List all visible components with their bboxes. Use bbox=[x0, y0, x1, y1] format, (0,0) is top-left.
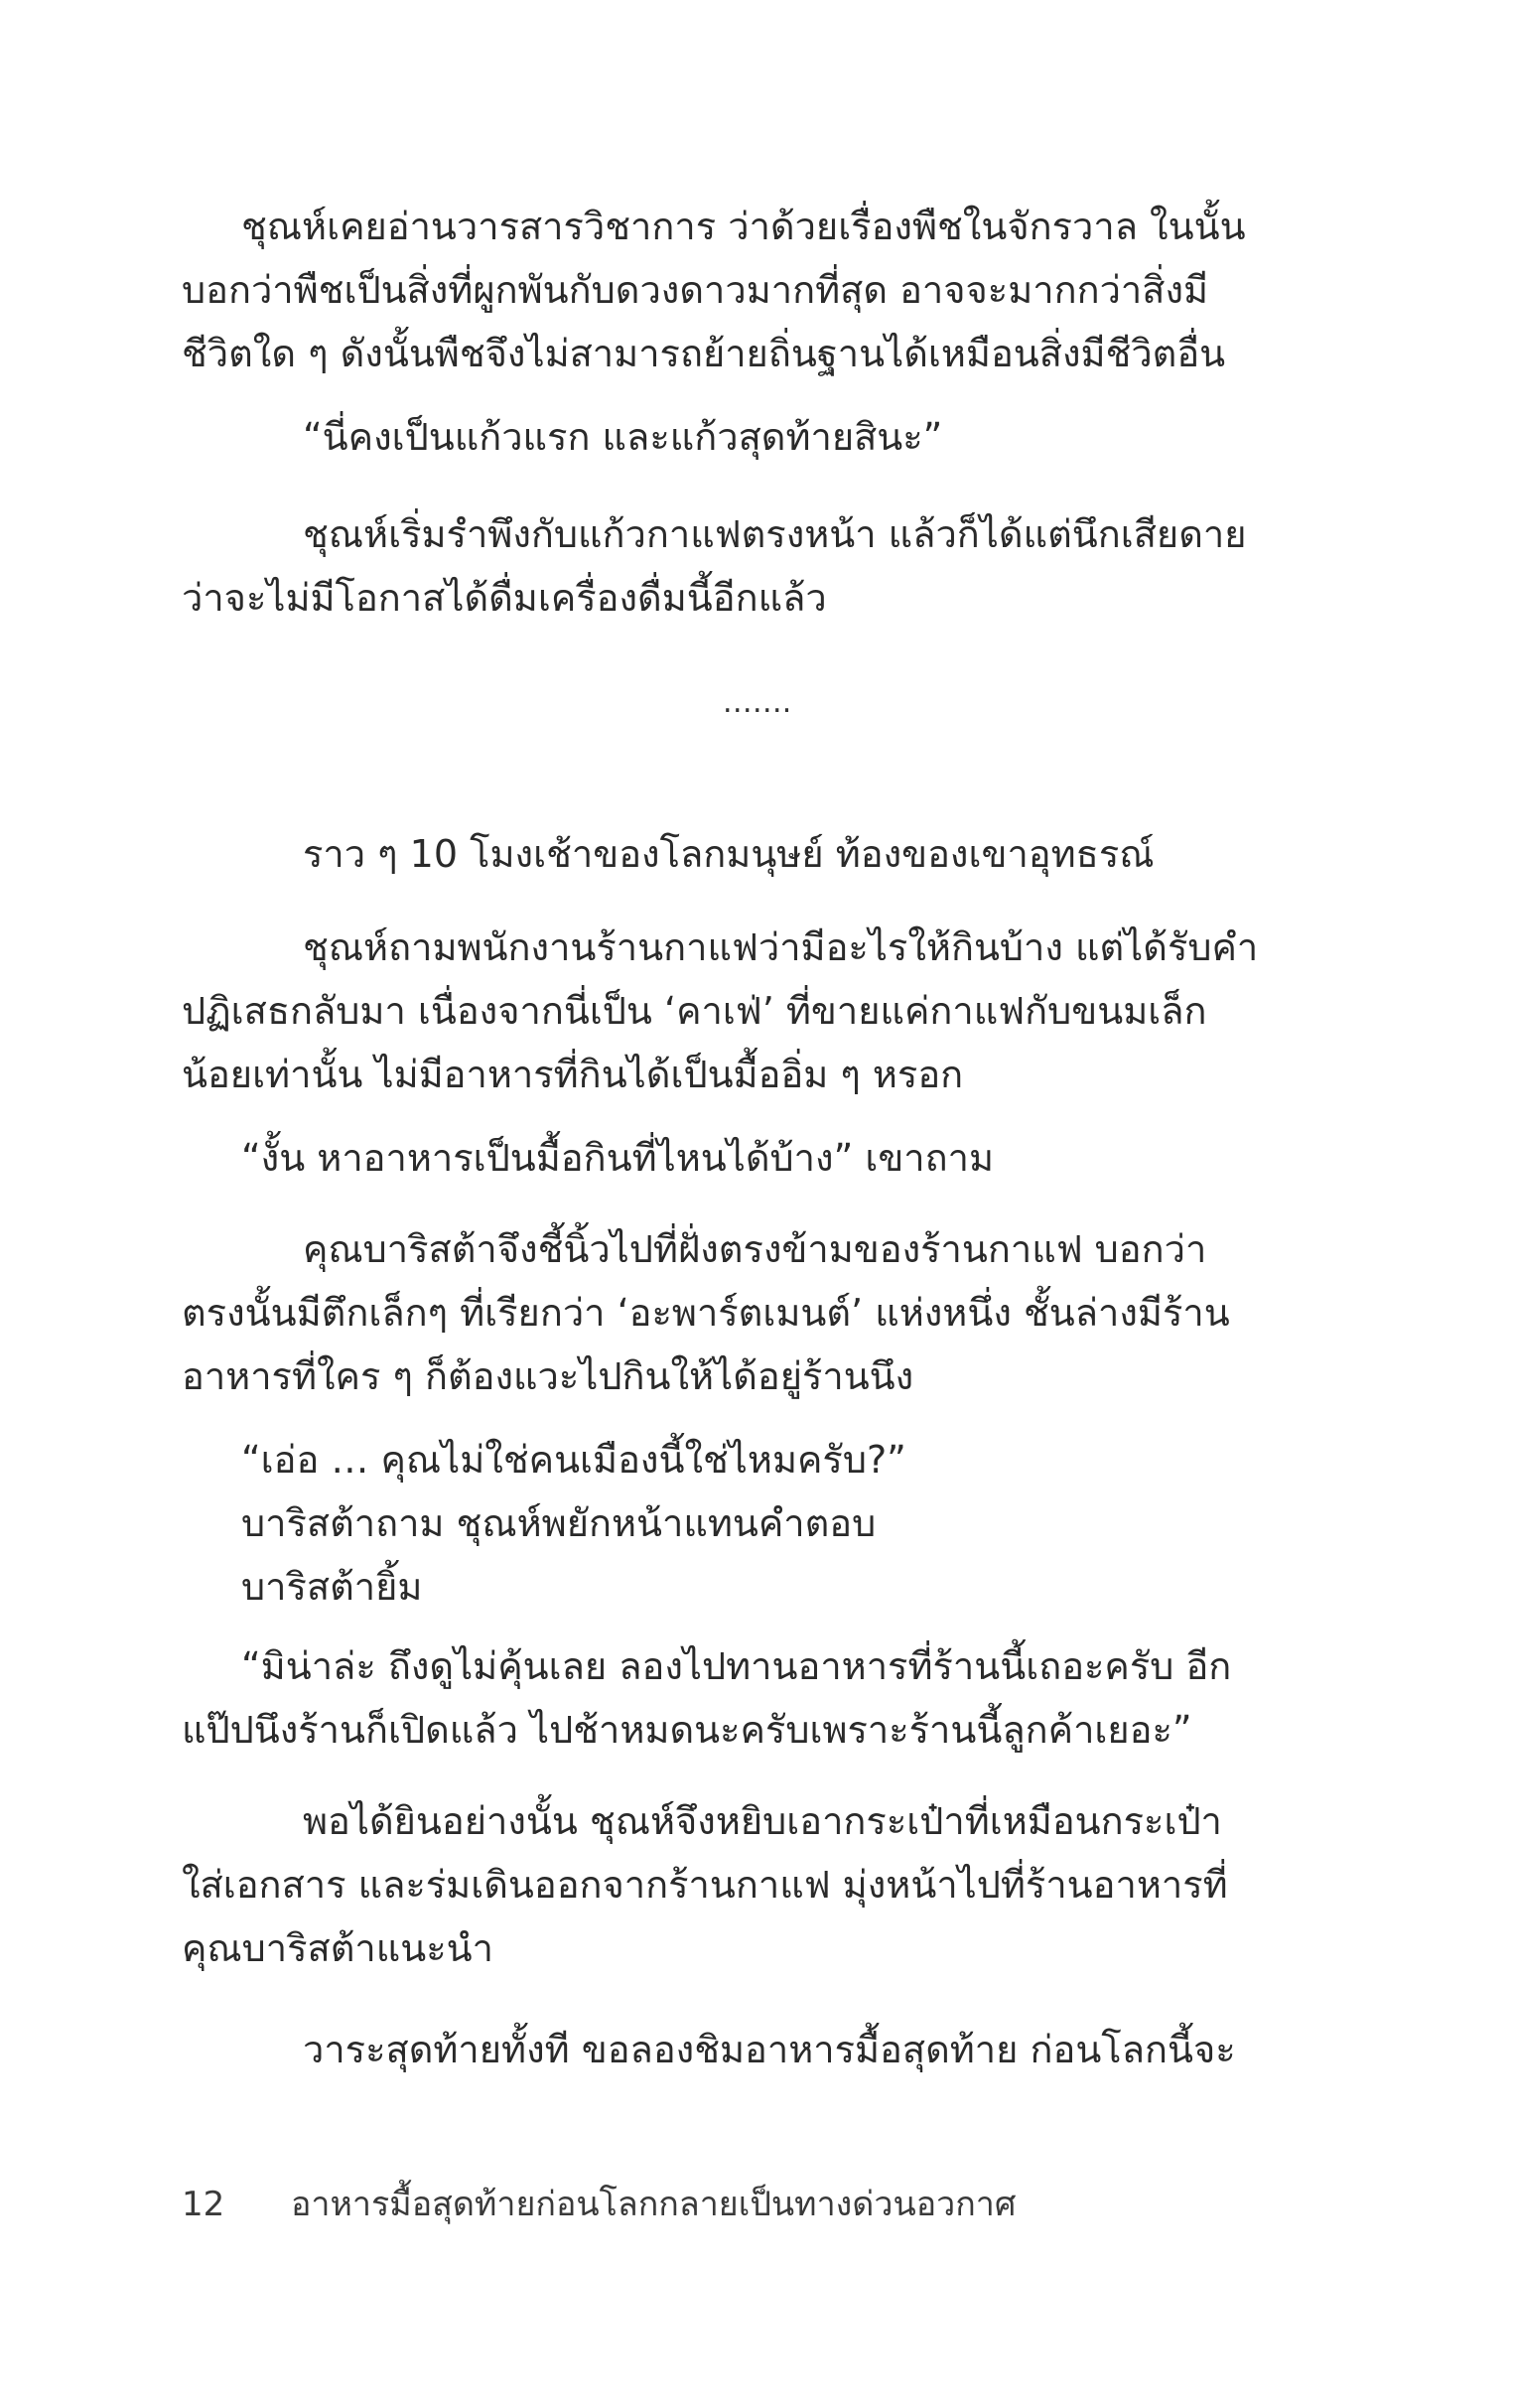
paragraph-line: คุณบาริสต้าจึงชี้นิ้วไปที่ฝั่งตรงข้ามของร้านกาแฟ บอกว่า bbox=[303, 1227, 1207, 1271]
paragraph-line: อาหารที่ใคร ๆ ก็ต้องแวะไปกินให้ได้อยู่ร้านนึง bbox=[182, 1354, 914, 1398]
paragraph-line: ชุณห์เริ่มรำพึงกับแก้วกาแฟตรงหน้า แล้วก็ได้แต่นึกเสียดาย bbox=[303, 512, 1247, 556]
dialogue-line: “เอ่อ … คุณไม่ใช่คนเมืองนี้ใช่ไหมครับ?” bbox=[241, 1438, 906, 1482]
page-number: 12 bbox=[182, 2185, 225, 2224]
paragraph-line: ชีวิตใด ๆ ดังนั้นพืชจึงไม่สามารถย้ายถิ่นฐานได้เหมือนสิ่งมีชีวิตอื่น bbox=[182, 332, 1226, 375]
dialogue-line: แป๊ปนึงร้านก็เปิดแล้ว ไปช้าหมดนะครับเพราะร้านนี้ลูกค้าเยอะ” bbox=[182, 1708, 1192, 1752]
dialogue-line: “มิน่าล่ะ ถึงดูไม่คุ้นเลย ลองไปทานอาหารที่ร้านนี้เถอะครับ อีก bbox=[241, 1644, 1232, 1688]
section-divider: ……. bbox=[722, 685, 792, 720]
paragraph-line: คุณบาริสต้าแนะนำ bbox=[182, 1926, 493, 1970]
paragraph-line: บาริสต้ายิ้ม bbox=[241, 1565, 423, 1609]
paragraph-line: ตรงนั้นมีตึกเล็กๆ ที่เรียกว่า ‘อะพาร์ตเมนต์’ แห่งหนึ่ง ชั้นล่างมีร้าน bbox=[182, 1291, 1230, 1335]
paragraph-line: บาริสต้าถาม ชุณห์พยักหน้าแทนคำตอบ bbox=[241, 1501, 877, 1545]
running-title: อาหารมื้อสุดท้ายก่อนโลกกลายเป็นทางด่วนอวกาศ bbox=[291, 2185, 1017, 2224]
paragraph-line: ชุณห์ถามพนักงานร้านกาแฟว่ามีอะไรให้กินบ้าง แต่ได้รับคำ bbox=[303, 925, 1259, 969]
paragraph-line: ว่าจะไม่มีโอกาสได้ดื่มเครื่องดื่มนี้อีกแล้ว bbox=[182, 576, 827, 620]
dialogue-line: “งั้น หาอาหารเป็นมื้อกินที่ไหนได้บ้าง” เขาถาม bbox=[241, 1136, 995, 1180]
paragraph-line: บอกว่าพืชเป็นสิ่งที่ผูกพันกับดวงดาวมากที่สุด อาจจะมากกว่าสิ่งมี bbox=[182, 268, 1209, 312]
dialogue-line: “นี่คงเป็นแก้วแรก และแก้วสุดท้ายสินะ” bbox=[303, 415, 943, 459]
paragraph-line: น้อยเท่านั้น ไม่มีอาหารที่กินได้เป็นมื้ออิ่ม ๆ หรอก bbox=[182, 1053, 964, 1096]
paragraph-line: พอได้ยินอย่างนั้น ชุณห์จึงหยิบเอากระเป๋าที่เหมือนกระเป๋า bbox=[303, 1799, 1222, 1843]
paragraph-line: ใส่เอกสาร และร่มเดินออกจากร้านกาแฟ มุ่งหน้าไปที่ร้านอาหารที่ bbox=[182, 1863, 1228, 1907]
page-footer bbox=[182, 2183, 1016, 2226]
paragraph-line: วาระสุดท้ายทั้งที ขอลองชิมอาหารมื้อสุดท้าย ก่อนโลกนี้จะ bbox=[303, 2028, 1236, 2071]
paragraph-line: ราว ๆ 10 โมงเช้าของโลกมนุษย์ ท้องของเขาอุทธรณ์ bbox=[303, 832, 1155, 876]
paragraph-line: ชุณห์เคยอ่านวารสารวิชาการ ว่าด้วยเรื่องพืชในจักรวาล ในนั้น bbox=[241, 205, 1246, 248]
paragraph-line: ปฏิเสธกลับมา เนื่องจากนี่เป็น ‘คาเฟ่’ ที่ขายแค่กาแฟกับขนมเล็ก bbox=[182, 989, 1207, 1033]
